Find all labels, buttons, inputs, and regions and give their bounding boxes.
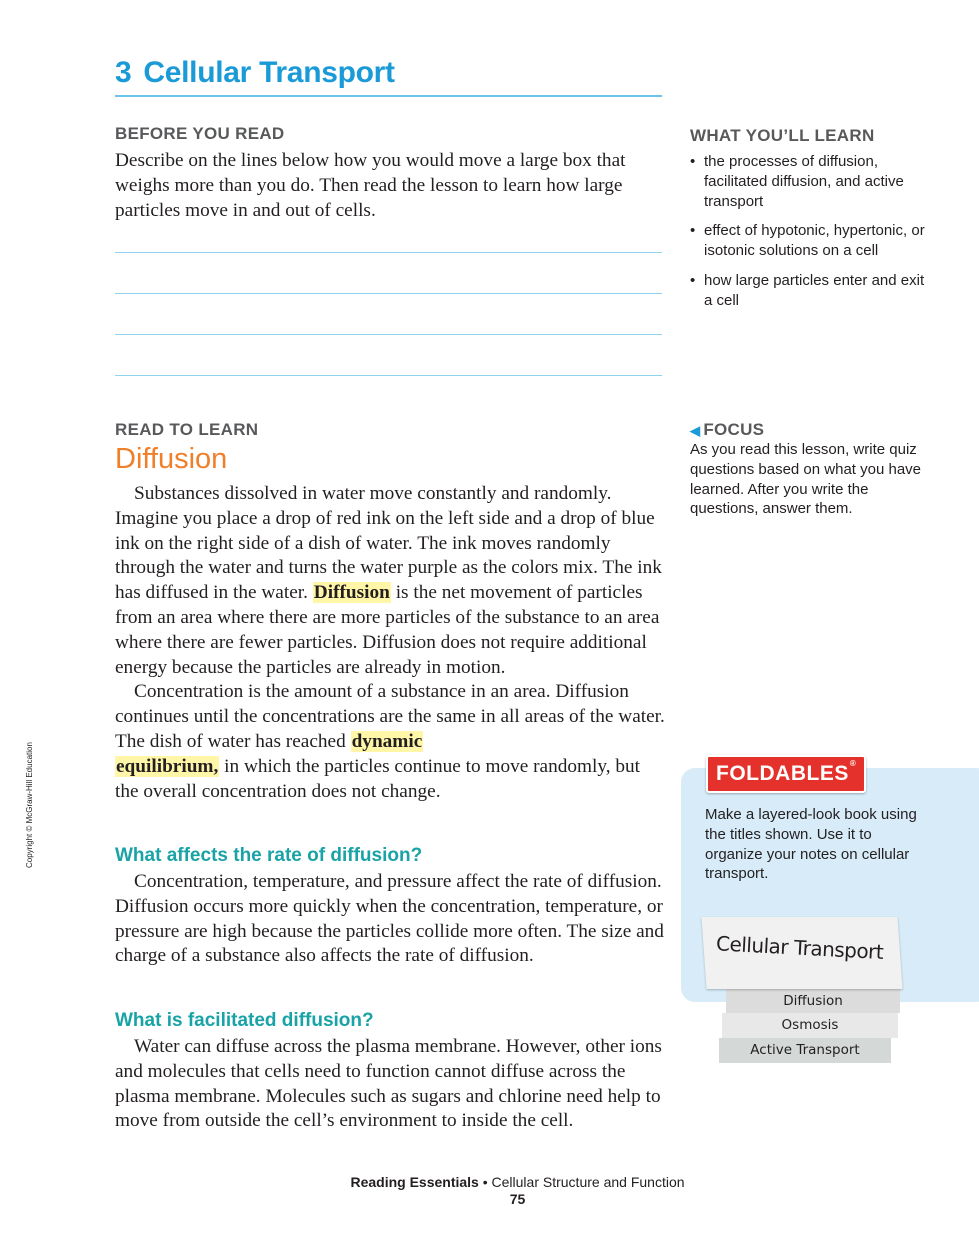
focus-text: As you read this lesson, write quiz questions based on what you have learned. After you write the questions, answer them. xyxy=(690,441,921,518)
rate-of-diffusion-body xyxy=(115,870,667,969)
foldables-instructions: Make a layered-look book using the titles shown. Use it to organize your notes on cellular transport. xyxy=(705,806,917,883)
answer-line-2[interactable] xyxy=(115,293,662,294)
list-item: • the processes of diffusion, facilitated diffusion, and active transport xyxy=(690,153,904,210)
read-to-learn-heading: READ TO LEARN xyxy=(115,420,259,439)
diffusion-paragraph-1: Substances dissolved in water move constantly and randomly. Imagine you place a drop of red ink on the left side and a drop of blue ink on the right side of a dish of water. The ink moves randomly through the water and turns the water purple as the colors mix. The ink has diffused in the water. Diffusion is the net movement of particles from an area where there are more particles of the substance to an area where there are fewer particles. Diffusion does not require additional energy because the particles are already in motion. xyxy=(115,483,662,678)
lesson-title-text: Cellular Transport xyxy=(143,56,395,89)
what-youll-learn-heading: WHAT YOU’LL LEARN xyxy=(690,126,875,145)
term-equilibrium: equilibrium, xyxy=(116,755,219,777)
before-you-read-text xyxy=(115,149,665,223)
foldable-tab-diffusion: Diffusion xyxy=(726,989,900,1013)
answer-line-3[interactable] xyxy=(115,334,662,335)
list-item: • how large particles enter and exit a cell xyxy=(690,271,925,309)
term-dynamic: dynamic xyxy=(351,730,423,752)
list-item: • effect of hypotonic, hypertonic, or isotonic solutions on a cell xyxy=(690,222,925,260)
term-diffusion: Diffusion xyxy=(313,582,390,604)
rate-of-diffusion-paragraph: Concentration, temperature, and pressure affect the rate of diffusion. Diffusion occurs more quickly when the concentration, temperature, or pressure are high because the particles collide more often. The size and charge of a substance also affects the rate of diffusion. xyxy=(115,871,664,967)
foldables-logo: FOLDABLES® xyxy=(706,755,866,793)
foldable-tab-osmosis: Osmosis xyxy=(722,1013,898,1038)
page-number: 75 xyxy=(509,1191,526,1207)
copyright-notice: Copyright © McGraw-Hill Education xyxy=(25,742,35,868)
foldable-tab-active-transport: Active Transport xyxy=(719,1038,891,1063)
lesson-title xyxy=(115,56,662,90)
answer-line-4[interactable] xyxy=(115,375,662,376)
what-youll-learn-list xyxy=(690,152,930,321)
lesson-number: 3 xyxy=(115,56,132,89)
question-facilitated-diffusion: What is facilitated diffusion? xyxy=(115,1010,374,1031)
facilitated-diffusion-paragraph: Water can diffuse across the plasma membrane. However, other ions and molecules that cells need to function cannot diffuse across the plasma membrane. Molecules such as sugars and chlorine need help to move from outside the cell’s environment to inside the cell. xyxy=(115,1036,662,1132)
section-title-diffusion: Diffusion xyxy=(115,443,228,475)
page-footer: Reading Essentials • Cellular Structure and Function xyxy=(350,1174,685,1190)
footer-unit: Cellular Structure and Function xyxy=(491,1174,685,1190)
footer-book-title: Reading Essentials xyxy=(350,1174,479,1190)
before-you-read-paragraph: Describe on the lines below how you would move a large box that weighs more than you do. Then read the lesson to learn how large particles move in and out of cells. xyxy=(115,150,626,221)
triangle-left-icon: ◀ xyxy=(690,423,701,438)
focus-heading: ◀ FOCUS xyxy=(690,420,765,439)
diffusion-paragraph-2: Concentration is the amount of a substance in an area. Diffusion continues until the concentrations are the same in all areas of the water. The dish of water has reached dynamic equilibrium, in which the particles continue to move randomly, but the overall concentration does not change. xyxy=(115,681,665,802)
facilitated-diffusion-body xyxy=(115,1035,667,1134)
foldable-book-title: Cellular Transport xyxy=(715,931,884,965)
answer-line-1[interactable] xyxy=(115,252,662,253)
title-divider xyxy=(115,95,662,97)
before-you-read-heading: BEFORE YOU READ xyxy=(115,124,285,143)
diffusion-body xyxy=(115,482,667,804)
question-rate-of-diffusion: What affects the rate of diffusion? xyxy=(115,845,423,866)
